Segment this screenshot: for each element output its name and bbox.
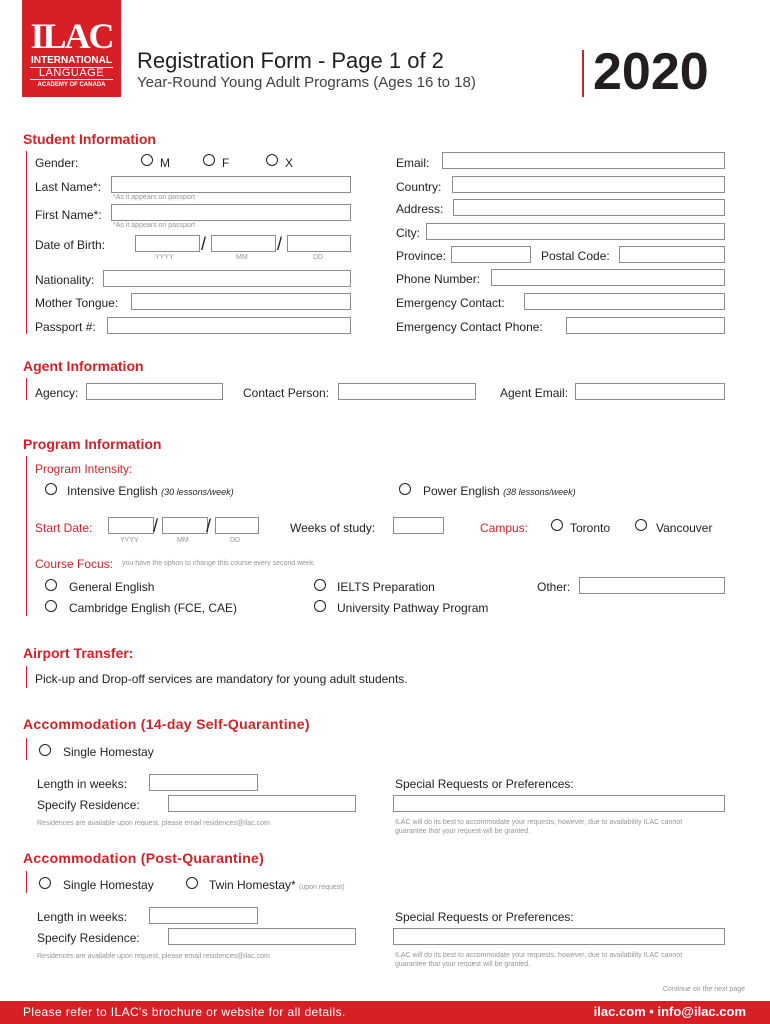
acc2-residence-label: Specify Residence: [37,931,140,945]
acc2-special-note-2: guarantee that your request will be granted. [395,961,531,968]
ielts-label: IELTS Preparation [337,580,435,594]
nationality-label: Nationality: [35,273,95,287]
acc1-special-note-1: ILAC will do its best to accommodate your requests, however, due to availability ILAC cannot [395,819,683,826]
province-label: Province: [396,249,447,263]
vancouver-radio[interactable] [635,519,647,531]
acc2-special-label: Special Requests or Preferences: [395,910,574,924]
email-label: Email: [396,156,430,170]
general-english-label: General English [69,580,155,594]
acc2-special-field[interactable] [393,928,725,945]
footer-brochure-text: Please refer to ILAC's brochure or website for all details. [23,1005,346,1019]
emergency-phone-field[interactable] [566,317,725,334]
start-day-field[interactable] [215,517,259,534]
mother-tongue-field[interactable] [131,293,351,310]
logo-line-international: INTERNATIONAL [31,55,112,66]
acc2-twin-note: (upon request) [299,884,345,891]
postal-code-label: Postal Code: [541,249,610,263]
dob-yyyy-hint: YYYY [155,254,174,261]
year-label: 2020 [593,43,709,101]
acc2-length-field[interactable] [149,907,258,924]
acc1-single-homestay-radio[interactable] [39,744,51,756]
address-field[interactable] [453,199,725,216]
acc2-special-note-1: ILAC will do its best to accommodate your requests, however, due to availability ILAC cannot [395,952,683,959]
mother-tongue-label: Mother Tongue: [35,296,119,310]
start-month-field[interactable] [162,517,208,534]
contact-person-label: Contact Person: [243,386,330,400]
acc1-length-label: Length in weeks: [37,777,128,791]
contact-person-field[interactable] [338,383,476,400]
logo-line-academy: ACADEMY OF CANADA [37,82,106,88]
acc1-residence-note: Residences are available upon request, please email residences@ilac.com [37,820,270,827]
toronto-label: Toronto [570,521,611,535]
airport-section-rule [26,666,27,688]
accommodation-post-quarantine-heading: Accommodation (Post-Quarantine) [23,850,265,866]
start-yyyy-hint: YYYY [120,537,139,544]
dob-slash-1: / [201,234,207,254]
city-field[interactable] [426,223,725,240]
dob-day-field[interactable] [287,235,351,252]
postal-code-field[interactable] [619,246,725,263]
country-label: Country: [396,180,442,194]
phone-field[interactable] [491,269,725,286]
phone-label: Phone Number: [396,272,481,286]
weeks-of-study-field[interactable] [393,517,444,534]
general-english-radio[interactable] [45,579,57,591]
dob-month-field[interactable] [211,235,276,252]
logo-line-language: LANGUAGE [30,67,113,80]
start-dd-hint: DD [230,537,241,544]
start-slash-2: / [206,516,212,536]
dob-mm-hint: MM [236,254,248,261]
accommodation-quarantine-heading: Accommodation (14-day Self-Quarantine) [23,716,310,732]
ilac-logo [22,0,121,97]
gender-x-label: X [285,156,294,170]
airport-transfer-text: Pick-up and Drop-off services are mandatory for young adult students. [35,672,408,686]
course-focus-note: you have the option to change this course every second week. [122,560,316,567]
start-slash-1: / [153,516,159,536]
year-divider [582,50,584,97]
program-info-heading: Program Information [23,436,162,452]
course-focus-label: Course Focus: [35,557,114,571]
page-title: Registration Form - Page 1 of 2 [137,48,444,73]
acc2-single-homestay-radio[interactable] [39,877,51,889]
other-field[interactable] [579,577,725,594]
intensive-english-label [67,484,234,498]
address-label: Address: [396,202,444,216]
program-section-rule [26,456,27,616]
acc1-residence-label: Specify Residence: [37,798,140,812]
acc1-length-field[interactable] [149,774,258,791]
ielts-radio[interactable] [314,579,326,591]
acc1-section-rule [26,738,27,760]
intensive-english-note: (30 lessons/week) [161,487,234,497]
student-section-rule [26,151,27,334]
dob-label: Date of Birth: [35,238,106,252]
acc2-twin-homestay-radio[interactable] [186,877,198,889]
passport-field[interactable] [107,317,351,334]
intensive-english-text: Intensive English [67,484,158,498]
passport-label: Passport #: [35,320,96,334]
acc2-residence-field[interactable] [168,928,356,945]
first-name-field[interactable] [111,204,351,221]
agent-email-field[interactable] [575,383,725,400]
gender-x-radio[interactable] [266,154,278,166]
dob-year-field[interactable] [135,235,200,252]
logo-mark: ILAC [30,16,113,56]
footer-bar [0,1001,770,1024]
emergency-contact-label: Emergency Contact: [396,296,505,310]
gender-m-radio[interactable] [141,154,153,166]
power-english-text: Power English [423,484,500,498]
page-subtitle: Year-Round Young Adult Programs (Ages 16 to 18) [137,74,476,91]
start-mm-hint: MM [177,537,189,544]
acc1-special-field[interactable] [393,795,725,812]
dob-dd-hint: DD [313,254,324,261]
agent-info-heading: Agent Information [23,358,144,374]
acc2-length-label: Length in weeks: [37,910,128,924]
university-pathway-label: University Pathway Program [337,601,489,615]
acc2-twin-homestay-text: Twin Homestay* [209,878,296,892]
dob-slash-2: / [277,234,283,254]
weeks-of-study-label: Weeks of study: [290,521,376,535]
acc2-residence-note: Residences are available upon request, please email residences@ilac.com [37,953,270,960]
last-name-label: Last Name*: [35,180,102,194]
agency-field[interactable] [86,383,223,400]
program-intensity-label: Program Intensity: [35,462,133,476]
acc1-single-homestay-label: Single Homestay [63,745,154,759]
first-name-note: *As it appears on passport [113,222,196,229]
gender-m-label: M [160,156,170,170]
continue-note: Continue on the next page [662,986,745,993]
agent-email-label: Agent Email: [500,386,569,400]
acc2-single-homestay-label: Single Homestay [63,878,154,892]
student-info-heading: Student Information [23,131,156,147]
nationality-field[interactable] [103,270,351,287]
acc2-section-rule [26,871,27,893]
campus-label: Campus: [480,521,529,535]
emergency-phone-label: Emergency Contact Phone: [396,320,543,334]
start-date-label: Start Date: [35,521,93,535]
agent-section-rule [26,378,27,400]
footer-contact-link[interactable]: ilac.com • info@ilac.com [593,1004,746,1019]
province-field[interactable] [451,246,531,263]
city-label: City: [396,226,420,240]
university-pathway-radio[interactable] [314,600,326,612]
gender-label: Gender: [35,156,79,170]
power-english-note: (38 lessons/week) [503,487,576,497]
last-name-note: *As it appears on passport [113,194,196,201]
email-field[interactable] [442,152,725,169]
cambridge-english-radio[interactable] [45,600,57,612]
cambridge-english-label: Cambridge English (FCE, CAE) [69,601,238,615]
first-name-label: First Name*: [35,208,102,222]
toronto-radio[interactable] [551,519,563,531]
agency-label: Agency: [35,386,79,400]
emergency-contact-field[interactable] [524,293,725,310]
acc1-special-label: Special Requests or Preferences: [395,777,574,791]
airport-transfer-heading: Airport Transfer: [23,645,134,661]
power-english-label [423,484,576,498]
last-name-field[interactable] [111,176,351,193]
acc1-residence-field[interactable] [168,795,356,812]
gender-f-label: F [222,156,230,170]
power-english-radio[interactable] [399,483,411,495]
acc1-special-note-2: guarantee that your request will be granted. [395,828,531,835]
intensive-english-radio[interactable] [45,483,57,495]
acc2-twin-homestay-label [209,878,345,892]
other-label: Other: [537,580,571,594]
country-field[interactable] [452,176,725,193]
vancouver-label: Vancouver [656,521,713,535]
start-year-field[interactable] [108,517,154,534]
gender-f-radio[interactable] [203,154,215,166]
